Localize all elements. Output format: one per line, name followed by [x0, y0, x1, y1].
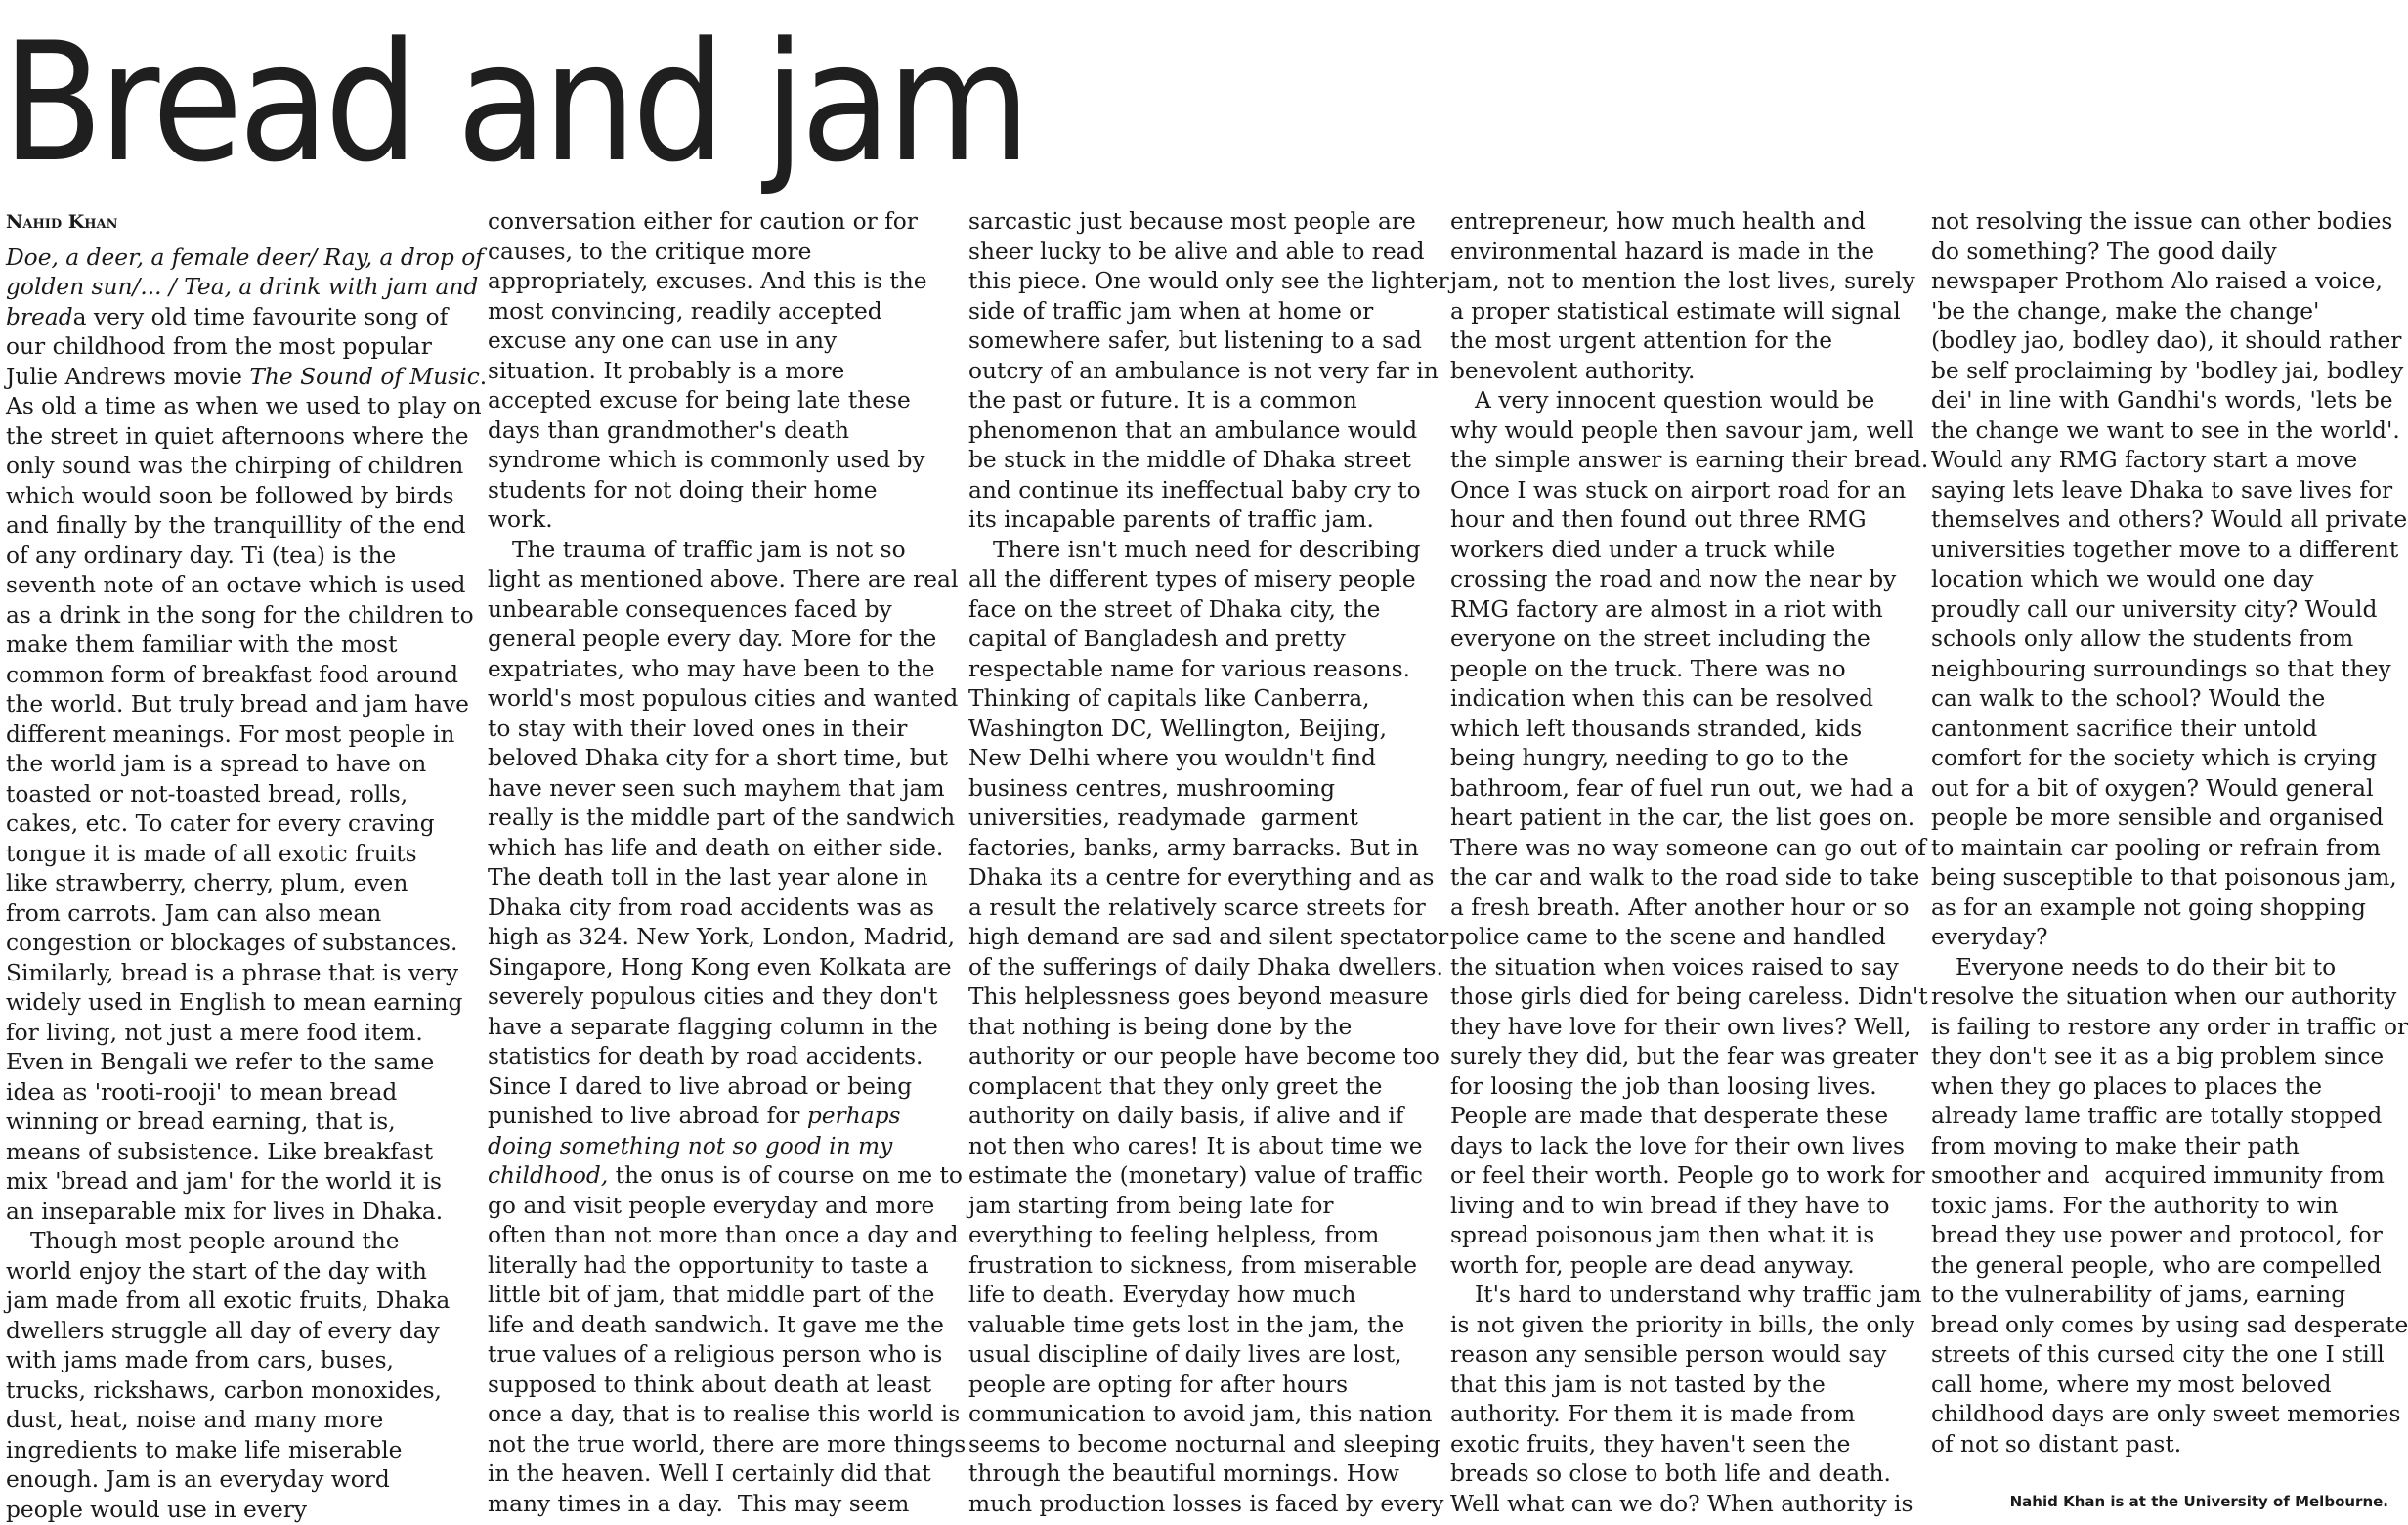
movie-title: The Sound of Music	[249, 363, 480, 390]
article-paragraph	[6, 243, 488, 1228]
paragraph-text: the onus is of course on me to go and visit people everyday and more often than not more than once a day and literally had the opportunity to taste a little bit of jam, that middle part of the life and death sandwich. It gave me the true values of a religious person who is supposed to think about death at least once a day, that is to realise this world is not the true world, there are more things in the heaven. Well I certainly did that many times in a day. This may seem	[488, 1162, 967, 1517]
article-paragraph: There isn't much need for describing all the different types of misery people face on the street of Dhaka city, the capital of Bangladesh and pretty respectable name for various reasons. Thinking of capitals like Canberra, Washington DC, Wellington, Beijing, New Delhi where you wouldn't find business centres, mushrooming universities, readymade garment factories, banks, army barracks. But in Dhaka its a centre for everything and as a result the relatively scarce streets for high demand are sad and silent spectator of the sufferings of daily Dhaka dwellers. This helplessness goes beyond measure that nothing is being done by the authority or our people have become too complacent that they only greet the authority on daily basis, if alive and if not then who cares! It is about time we estimate the (monetary) value of traffic jam starting from being late for everything to feeling helpless, from frustration to sickness, from miserable life to death. Everyday how much valuable time gets lost in the jam, the usual discipline of daily lives are lost, people are opting for after hours communication to avoid jam, this nation seems to become nocturnal and sleeping through the beautiful mornings. How much production losses is faced by every	[968, 536, 1449, 1517]
article-paragraph: It's hard to understand why traffic jam is not given the priority in bills, the only reason any sensible person would say that this jam is not tasted by the authority. For them it is made from exotic fruits, they haven't seen the breads so close to both life and death. Well what can we do? When authority is	[1450, 1282, 1922, 1517]
byline: Nahid Khan	[6, 211, 118, 233]
paragraph-text: . As old a time as when we used to play on the street in quiet afternoons where the only sound was the chirping of children which would soon be followed by birds and finally by the tranquillity of the end of any ordinary day. Ti (tea) is the seventh note of an octave which is used as a drink in the song for the children to make them familiar with the most common form of breakfast food around the world. But truly bread and jam have different meanings. For most people in the world jam is a spread to have on toasted or not-toasted bread, rolls, cakes, etc. To cater for every craving tongue it is made of all exotic fruits like strawberry, cherry, plum, even from carrots. Jam can also mean congestion or blockages of substances. Similarly, bread is a phrase that is very widely used in English to mean earning for living, not just a mere food item. Even in Bengali we refer to the same idea as 'rooti-rooji' to mean bread winning or bread earning, that is, means of subsistence. Like breakfast mix 'bread and jam' for the world it is an inseparable mix for lives in Dhaka.	[6, 363, 488, 1225]
paragraph-text: The trauma of traffic jam is not so light as mentioned above. There are real unbearable consequences faced by general people every day. More for the expatriates, who may have been to the world's most populous cities and wanted to stay with their loved ones in their beloved Dhaka city for a short time, but have never seen such mayhem that jam really is the middle part of the sandwich which has life and death on either side. The death toll in the last year alone in Dhaka city from road accidents was as high as 324. New York, London, Madrid, Singapore, Hong Kong even Kolkata are severely populous cities and they don't have a separate flagging column in the statistics for death by road accidents. Since I dared to live abroad or being punished to live abroad for	[488, 536, 959, 1129]
article-paragraph: Everyone needs to do their bit to resolve the situation when our authority is failing to restore any order in traffic or they don't see it as a big problem since when they go places to places the already lame traffic are totally stopped from moving to make their path smoother and acquired immunity from toxic jams. For the authority to win bread they use power and protocol, for the general people, who are compelled to the vulnerability of jams, earning bread only comes by using sad desperate streets of this cursed city the one I still call home, where my most beloved childhood days are only sweet memories of not so distant past.	[1931, 953, 2408, 1458]
article-column-2	[488, 207, 967, 1517]
article-paragraph: sarcastic just because most people are sheer lucky to be alive and able to read this piece. One would only see the lighter side of traffic jam when at home or somewhere safer, but listening to a sad outcry of an ambulance is not very far in the past or future. It is a common phenomenon that an ambulance would be stuck in the middle of Dhaka street and continue its ineffectual baby cry to its incapable parents of traffic jam.	[968, 208, 1449, 533]
article-paragraph: Though most people around the world enjoy the start of the day with jam made from all exotic fruits, Dhaka dwellers struggle all day of every day with jams made from cars, buses, trucks, rickshaws, carbon monoxides, dust, heat, noise and many more ingredients to make life miserable enough. Jam is an everyday word people would use in every	[6, 1228, 451, 1523]
article-column-4	[1450, 207, 1929, 1517]
article-paragraph: not resolving the issue can other bodies do something? The good daily newspaper Prothom Alo raised a voice, 'be the change, make the change' (bodley jao, bodley dao), it should rather be self proclaiming by 'bodley jai, bodley dei' in line with Gandhi's words, 'lets be the change we want to see in the world'. Would any RMG factory start a move saying lets leave Dhaka to save lives for themselves and others? Would all private universities together move to a different location which we would one day proudly call our university city? Would schools only allow the students from neighbouring surroundings so that they can walk to the school? Would the cantonment sacrifice their untold comfort for the society which is crying out for a bit of oxygen? Would general people be more sensible and organised to maintain car pooling or refrain from being susceptible to that poisonous jam, as for an example not going shopping everyday?	[1931, 208, 2408, 950]
headline: Bread and jam	[2, 7, 1027, 198]
article-column-1	[6, 207, 488, 1523]
article-paragraph: A very innocent question would be why would people then savour jam, well the simple answer is earning their bread. Once I was stuck on airport road for an hour and then found out three RMG workers died under a truck while crossing the road and now the near by RMG factory are almost in a riot with everyone on the street including the people on the truck. There was no indication when this can be resolved which left thousands stranded, kids being hungry, needing to go to the bathroom, fear of fuel run out, we had a heart patient in the car, the list goes on. There was no way someone can go out of the car and walk to the road side to take a fresh breath. After another hour or so police came to the scene and handled the situation when voices raised to say those girls died for being careless. Didn't they have love for their own lives? Well, surely they did, but the fear was greater for loosing the job than loosing lives. People are made that desperate these days to lack the love for their own lives or feel their worth. People go to work for living and to win bread if they have to spread poisonous jam then what it is worth for, people are dead anyway.	[1450, 387, 1929, 1279]
italic-phrase: perhaps doing something not so good in my childhood,	[488, 1103, 901, 1189]
article-column-3	[968, 207, 1449, 1517]
article-column-5	[1931, 207, 2408, 1514]
article-paragraph: conversation either for caution or for causes, to the critique more appropriately, excuses. And this is the most convincing, readily accepted excuse any one can use in any situation. It probably is a more accepted excuse for being late these days than grandmother's death syndrome which is commonly used by students for not doing their home work.	[488, 208, 927, 533]
article-paragraph	[488, 536, 967, 1520]
author-note: Nahid Khan is at the University of Melbourne.	[2009, 1493, 2388, 1510]
paragraph-text: a very old time favourite song of our childhood from the most popular Julie Andrews movie	[6, 303, 449, 390]
article-paragraph: entrepreneur, how much health and environmental hazard is made in the jam, not to mention the lost lives, surely a proper statistical estimate will signal the most urgent attention for the benevolent authority.	[1450, 208, 1915, 384]
song-lyrics-quote: Doe, a deer, a female deer/ Ray, a drop of golden sun/... / Tea, a drink with jam and bread	[6, 243, 484, 330]
